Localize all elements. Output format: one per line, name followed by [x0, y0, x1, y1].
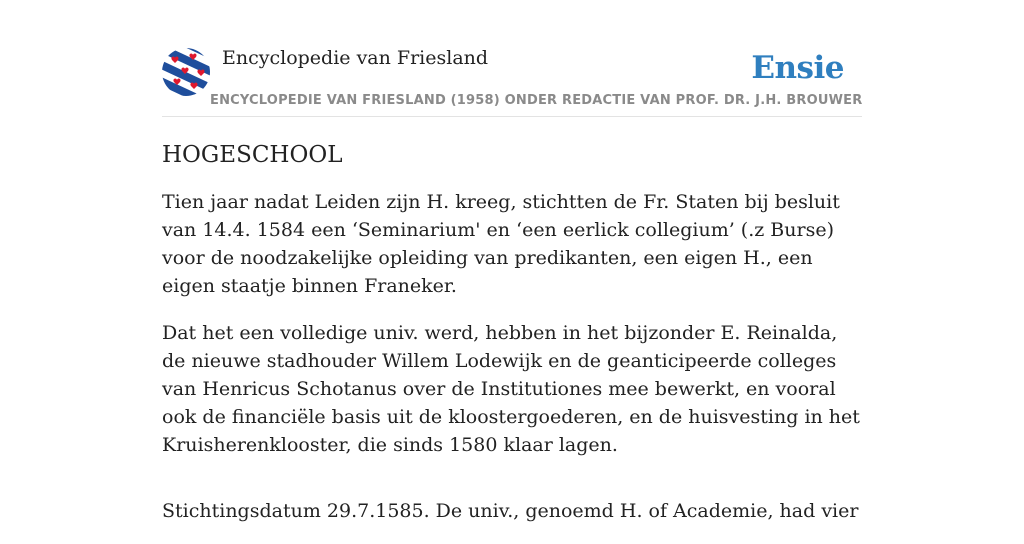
article-content: [162, 140, 862, 544]
encyclopedia-subtitle: ENCYCLOPEDIE VAN FRIESLAND (1958) ONDER REDACTIE VAN PROF. DR. J.H. BROUWER: [210, 93, 863, 108]
article-title: HOGESCHOOL: [162, 142, 343, 168]
article-paragraph-3: Stichtingsdatum 29.7.1585. De univ., genoemd H. of Academie, had vier: [162, 500, 859, 522]
site-title[interactable]: Encyclopedie van Friesland: [222, 47, 489, 69]
article-paragraph-1: Tien jaar nadat Leiden zijn H. kreeg, stichtten de Fr. Staten bij besluit van 14.4. 1584 een ‘Seminarium' en ‘een eerlick collegium’ (.z Burse) voor de noodzakelijke opleiding van predikanten, een eigen H., een eigen staatje binnen Franeker.: [162, 191, 840, 297]
frisian-flag-icon[interactable]: [162, 48, 210, 96]
site-header: [162, 44, 862, 117]
article-paragraph-2: Dat het een volledige univ. werd, hebben in het bijzonder E. Reinalda, de nieuwe stadhouder Willem Lodewijk en de geanticipeerde colleges van Henricus Schotanus over de Institutiones mee bewerkt, en vooral ook de financiële basis uit de kloostergoederen, en de huisvesting in het Kruisherenklooster, die sinds 1580 klaar lagen.: [162, 322, 860, 456]
brand-logo[interactable]: Ensie: [751, 50, 844, 86]
